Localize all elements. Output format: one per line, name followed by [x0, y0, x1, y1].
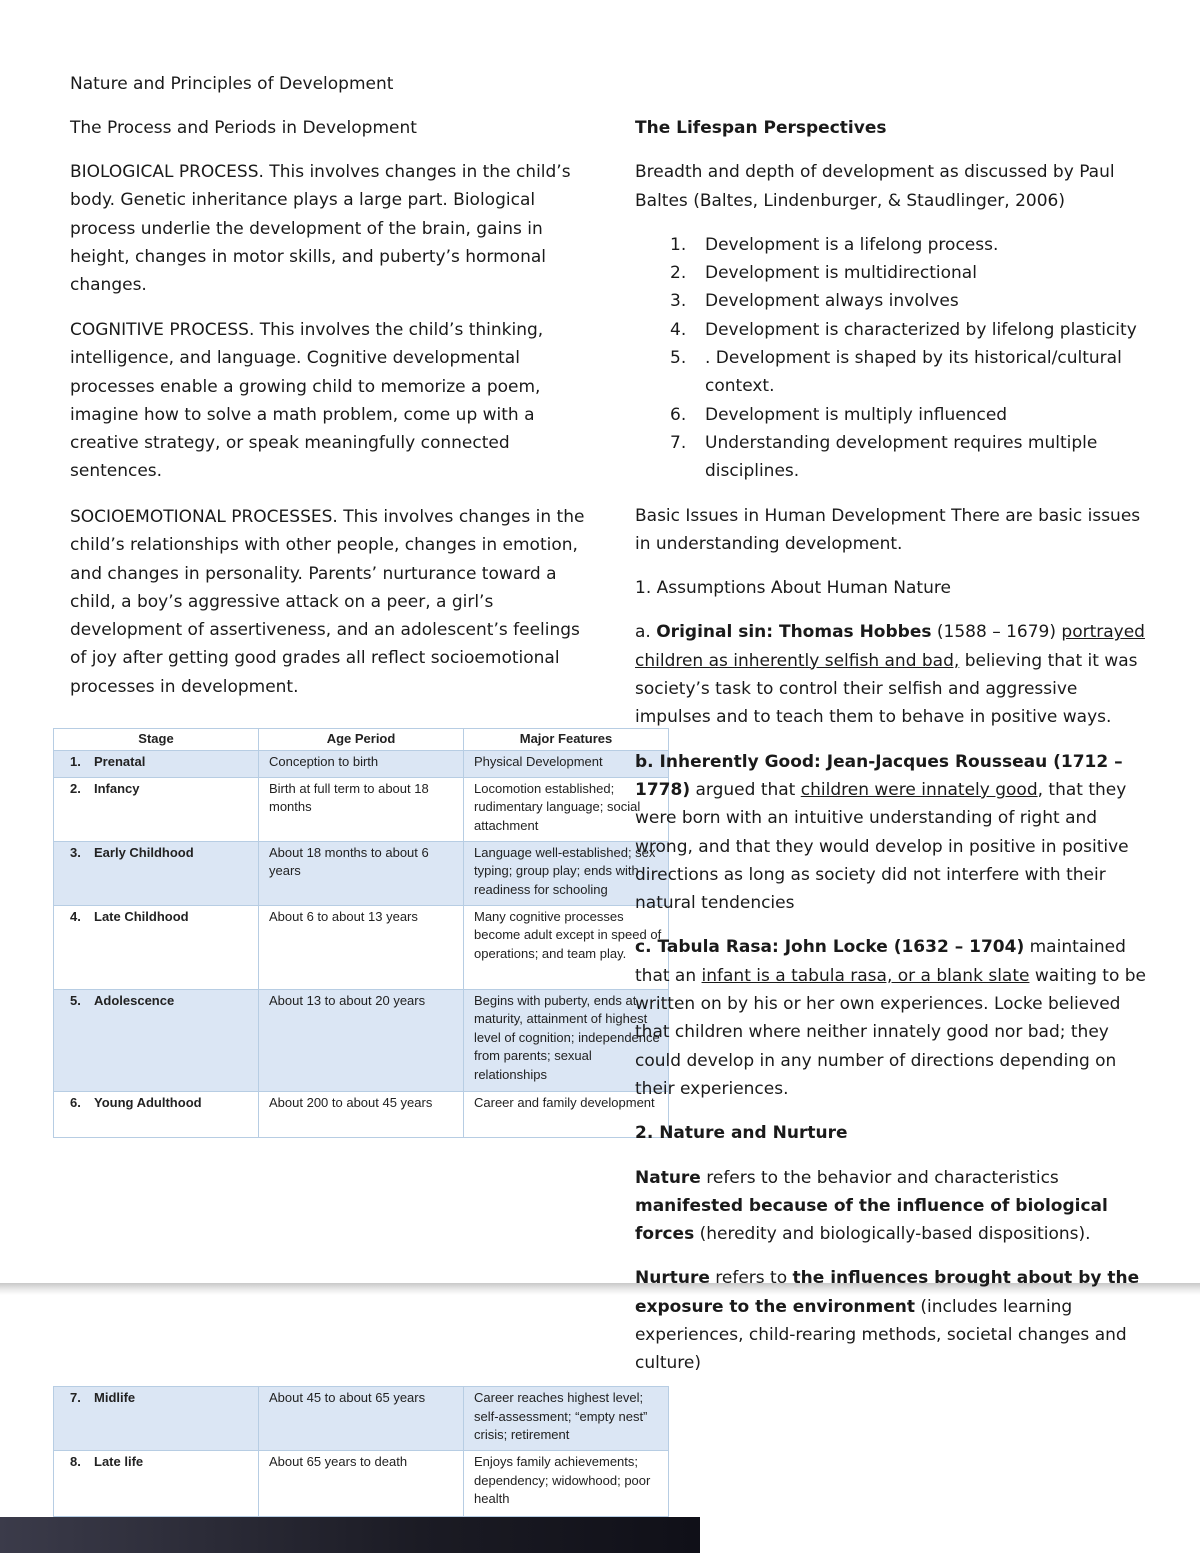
stage-cell: 8. Late life — [54, 1451, 259, 1517]
stage-cell: 7. Midlife — [54, 1387, 259, 1451]
list-item: 5. . Development is shaped by its historical/cultural context. — [670, 348, 1122, 397]
age-cell: About 200 to about 45 years — [259, 1091, 464, 1137]
table-header-row — [54, 729, 669, 751]
header-stage: Stage — [54, 729, 259, 751]
assumptions-heading: 1. Assumptions About Human Nature — [635, 578, 951, 599]
stage-cell: 5. Adolescence — [54, 989, 259, 1091]
table-row — [54, 905, 669, 989]
nurture-paragraph: Nurture refers to the influences brought about by the exposure to the environment (includes learning experiences, child-rearing methods, societal changes and culture) — [635, 1268, 1140, 1374]
nature-nurture-heading: 2. Nature and Nurture — [635, 1123, 848, 1144]
table-row — [54, 841, 669, 905]
age-cell: Conception to birth — [259, 750, 464, 777]
features-cell: Career reaches highest level; self-assessment; “empty nest” crisis; retirement — [464, 1387, 669, 1451]
age-cell: About 18 months to about 6 years — [259, 841, 464, 905]
header-age-period: Age Period — [259, 729, 464, 751]
list-item: 1. Development is a lifelong process. — [670, 234, 999, 255]
stage-cell: 2. Infancy — [54, 777, 259, 841]
socioemotional-text: This involves changes in the child’s relationships with other people, changes in emotion, and changes in personality. Parents’ nurturance toward a child, a boy’s aggressive attack on a peer, a girl’s development of assertiveness, and an adolescent’s feelings of joy after getting good grades all reflect socioemotional processes in development. — [70, 507, 585, 697]
lifespan-perspectives-column — [635, 114, 1155, 1378]
development-stages-table — [53, 728, 669, 1138]
age-cell: About 65 years to death — [259, 1451, 464, 1517]
features-cell: Language well-established; sex typing; group play; ends with readiness for schooling — [464, 841, 669, 905]
biological-text: This involves changes in the child’s body. Genetic inheritance plays a large part. Biological process underlie the development of the brain, gains in height, changes in motor skills, and puberty’s hormonal changes. — [70, 162, 571, 296]
age-cell: About 13 to about 20 years — [259, 989, 464, 1091]
age-cell: Birth at full term to about 18 months — [259, 777, 464, 841]
nature-paragraph: Nature refers to the behavior and characteristics manifested because of the influence of biological forces (heredity and biologically-based dispositions). — [635, 1167, 1108, 1245]
lifespan-intro: Breadth and depth of development as discussed by Paul Baltes (Baltes, Lindenburger, & Staudlinger, 2006) — [635, 162, 1115, 211]
section-subtitle: The Process and Periods in Development — [70, 118, 417, 138]
features-cell: Begins with puberty, ends at maturity, attainment of highest level of cognition; independence from parents; sexual relationships — [464, 989, 669, 1091]
tabula-rasa-paragraph: c. Tabula Rasa: John Locke (1632 – 1704) maintained that an infant is a tabula rasa, or a blank slate waiting to be written on by his or her own experiences. Locke believed that children where neither innately good nor bad; they could develop in any number of directions depending on their experiences. — [635, 937, 1146, 1099]
list-item: 2. Development is multidirectional — [670, 263, 977, 284]
list-item: 3. Development always involves — [670, 291, 959, 312]
taskbar-strip — [0, 1517, 700, 1553]
age-cell: About 45 to about 65 years — [259, 1387, 464, 1451]
age-cell: About 6 to about 13 years — [259, 905, 464, 989]
features-cell: Career and family development — [464, 1091, 669, 1137]
lifespan-heading: The Lifespan Perspectives — [635, 118, 887, 138]
list-item: 7. Understanding development requires multiple disciplines. — [670, 432, 1098, 482]
inherently-good-paragraph: b. Inherently Good: Jean-Jacques Rousseau (1712 – 1778) argued that children were innately good, that they were born with an intuitive understanding of right and wrong, and that they would develop in positive in positive directions as long as society did not interfere with their natural tendencies — [635, 751, 1129, 914]
cognitive-process-paragraph — [70, 316, 590, 486]
features-cell: Physical Development — [464, 750, 669, 777]
header-major-features: Major Features — [464, 729, 669, 751]
list-item: 4. Development is characterized by lifelong plasticity — [670, 319, 1137, 340]
stage-cell: 1. Prenatal — [54, 750, 259, 777]
list-item: 6. Development is multiply influenced — [670, 404, 1008, 425]
original-sin-paragraph: a. Original sin: Thomas Hobbes (1588 – 1679) portrayed children as inherently selfish and bad, believing that it was society’s task to control their selfish and aggressive impulses and to teach them to behave in positive ways. — [635, 622, 1145, 728]
principles-list — [635, 231, 1155, 486]
socioemotional-label: SOCIOEMOTIONAL PROCESSES. — [70, 507, 338, 527]
biological-label: BIOLOGICAL PROCESS. — [70, 162, 264, 182]
biological-process-paragraph — [70, 158, 590, 299]
development-stages-table-continued — [53, 1386, 669, 1517]
table-row — [54, 1091, 669, 1137]
cognitive-text: This involves the child’s thinking, intelligence, and language. Cognitive developmental processes enable a growing child to memorize a poem, imagine how to solve a math problem, come up with a creative strategy, or speak meaningfully connected sentences. — [70, 320, 544, 482]
stage-cell: 3. Early Childhood — [54, 841, 259, 905]
features-cell: Many cognitive processes become adult except in speed of operations; and team play. — [464, 905, 669, 989]
socioemotional-process-paragraph — [70, 503, 590, 701]
stage-cell: 4. Late Childhood — [54, 905, 259, 989]
basic-issues-paragraph: Basic Issues in Human Development There are basic issues in understanding development. — [635, 505, 1141, 554]
table-row — [54, 1451, 669, 1517]
page-title: Nature and Principles of Development — [70, 74, 394, 94]
table-row — [54, 989, 669, 1091]
features-cell: Locomotion established; rudimentary language; social attachment — [464, 777, 669, 841]
table-row — [54, 777, 669, 841]
stage-cell: 6. Young Adulthood — [54, 1091, 259, 1137]
table-row — [54, 1387, 669, 1451]
features-cell: Enjoys family achievements; dependency; widowhood; poor health — [464, 1451, 669, 1517]
table-row — [54, 750, 669, 777]
cognitive-label: COGNITIVE PROCESS. — [70, 320, 255, 340]
